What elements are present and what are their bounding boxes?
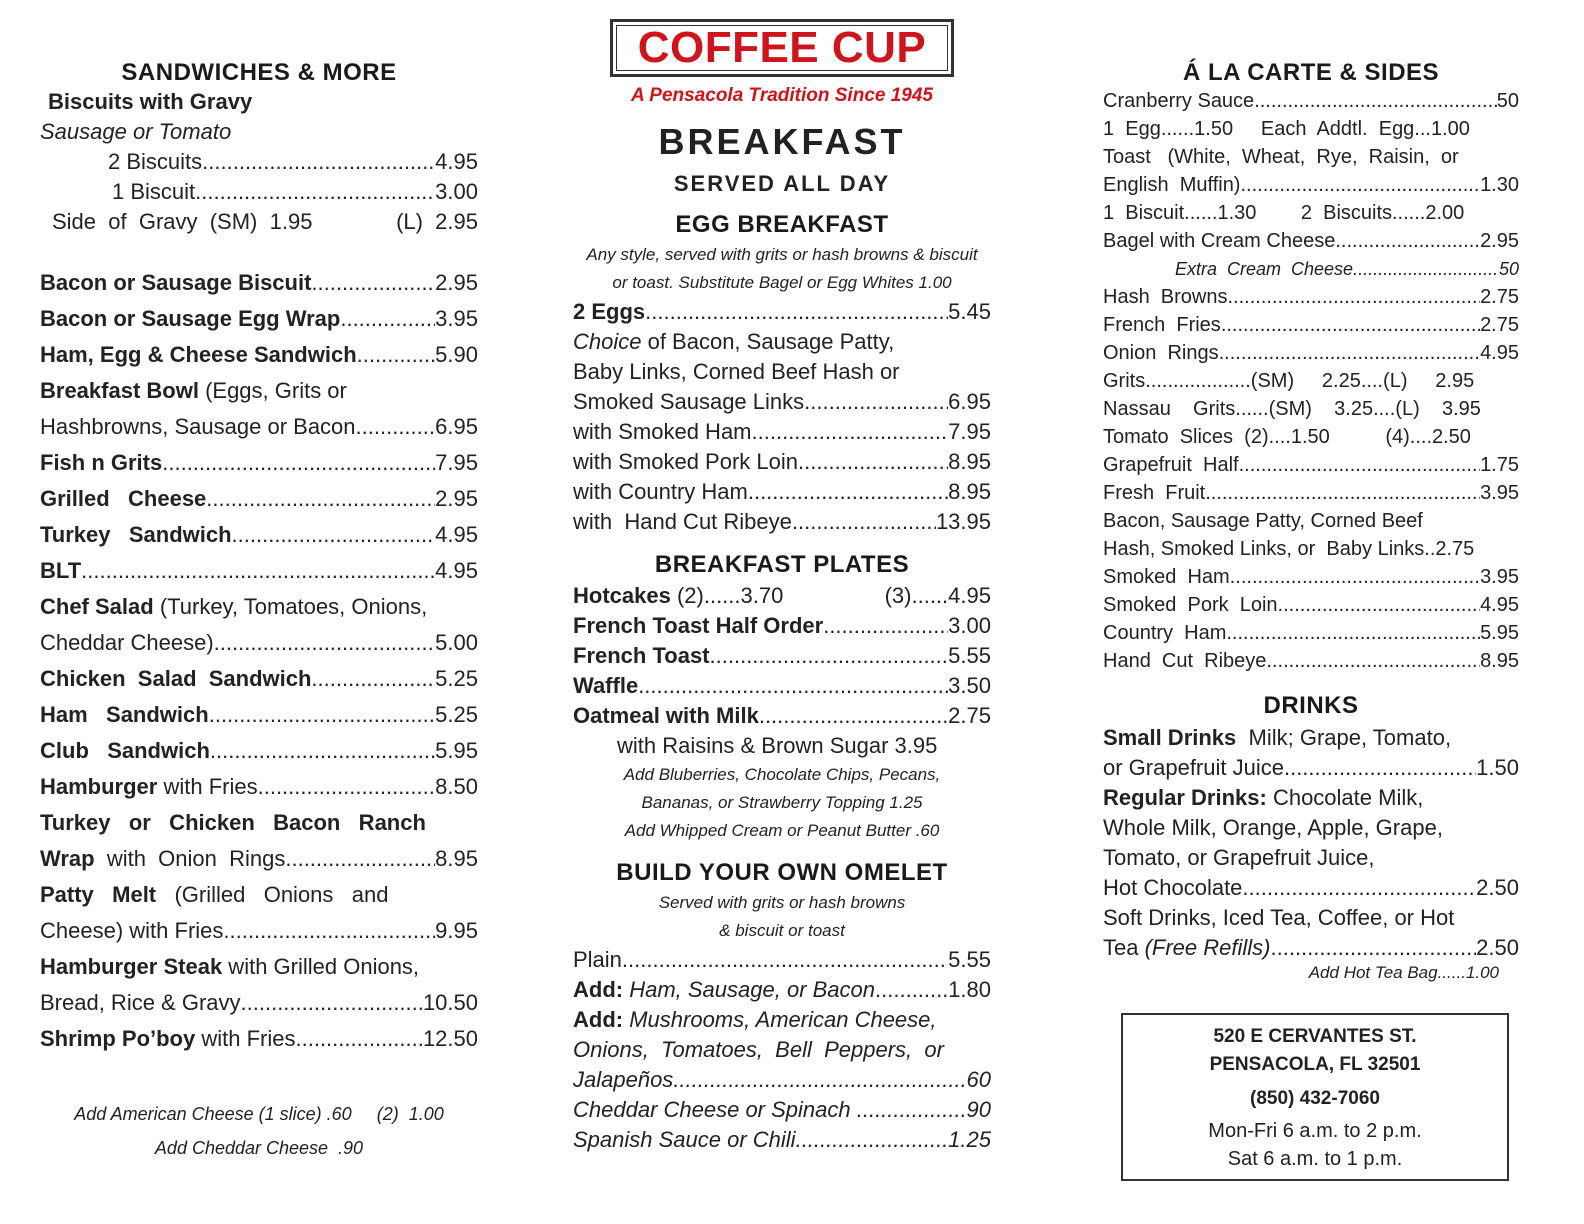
menu-line: Smoked Pork Loin ..... 4.95 xyxy=(1103,591,1519,619)
menu-line: Spanish Sauce or Chili ..... 1.25 xyxy=(573,1125,991,1155)
menu-line: Country Ham ..... 5.95 xyxy=(1103,619,1519,647)
breakfast-column xyxy=(573,0,991,1155)
drinks-heading: DRINKS xyxy=(1263,692,1359,719)
egg-line: 1 Egg......1.50 Each Addtl. Egg...1.00 xyxy=(1103,118,1470,140)
biscuit-line: 1 Biscuit......1.30 2 Biscuits......2.00 xyxy=(1103,202,1465,224)
hamburger-steak: Hamburger Steak with Grilled Onions, xyxy=(40,954,420,979)
breakfast-plates-heading: BREAKFAST PLATES xyxy=(654,551,910,578)
nassau-line: Nassau Grits......(SM) 3.25....(L) 3.95 xyxy=(1103,398,1481,420)
bacon-line: Hash, Smoked Links, or Baby Links..2.75 xyxy=(1103,538,1475,560)
menu-line: Smoked Sausage Links ..... 6.95 xyxy=(573,387,991,417)
chef-salad: Chef Salad (Turkey, Tomatoes, Onions, xyxy=(40,594,428,619)
plate-note: Add Bluberries, Chocolate Chips, Pecans, xyxy=(623,765,941,784)
tagline: A Pensacola Tradition Since 1945 xyxy=(630,85,933,106)
menu-line: Chicken Salad Sandwich ..... 5.25 xyxy=(40,661,478,697)
menu-line: Hot Chocolate ..... 2.50 xyxy=(1103,873,1519,903)
menu-line: Bread, Rice & Gravy ..... 10.50 xyxy=(40,985,478,1021)
menu-line: Hand Cut Ribeye ..... 8.95 xyxy=(1103,647,1519,675)
menu-line: Hashbrowns, Sausage or Bacon ..... 6.95 xyxy=(40,409,478,445)
menu-line: Onion Rings ..... 4.95 xyxy=(1103,339,1519,367)
plate-note: Bananas, or Strawberry Topping 1.25 xyxy=(641,793,923,812)
omelet-note: & biscuit or toast xyxy=(719,921,845,940)
biscuits-gravy-name: Biscuits with Gravy xyxy=(48,89,253,114)
menu-line: English Muffin) ..... 1.30 xyxy=(1103,171,1519,199)
menu-line: Club Sandwich ..... 5.95 xyxy=(40,733,478,769)
city-address: PENSACOLA, FL 32501 xyxy=(1209,1054,1421,1075)
omelet-note: Served with grits or hash browns xyxy=(658,893,906,912)
menu-line: Jalapeños ..... 60 xyxy=(573,1065,991,1095)
menu-line: Cranberry Sauce ..... 50 xyxy=(1103,87,1519,115)
menu-line: French Toast ..... 5.55 xyxy=(573,641,991,671)
menu-line: 1 Biscuit ..... 3.00 xyxy=(40,177,478,207)
menu-line: with Smoked Pork Loin ..... 8.95 xyxy=(573,447,991,477)
cheese-addon: Add American Cheese (1 slice) .60 (2) 1.00 xyxy=(74,1104,444,1124)
oatmeal-raisins: with Raisins & Brown Sugar 3.95 xyxy=(617,733,938,758)
sides-column xyxy=(1103,0,1519,1181)
biscuits-gravy-sub: Sausage or Tomato xyxy=(40,119,232,144)
hours-weekday: Mon-Fri 6 a.m. to 2 p.m. xyxy=(1208,1120,1422,1142)
hot-tea-addon: Add Hot Tea Bag......1.00 xyxy=(1308,963,1499,982)
menu-line: Turkey Sandwich ..... 4.95 xyxy=(40,517,478,553)
hours-saturday: Sat 6 a.m. to 1 p.m. xyxy=(1227,1148,1403,1170)
egg-choice: Baby Links, Corned Beef Hash or xyxy=(573,359,900,384)
sandwiches-heading: SANDWICHES & MORE xyxy=(121,59,397,86)
address-box xyxy=(1121,1013,1509,1181)
toast-line: Toast (White, Wheat, Rye, Raisin, or xyxy=(1103,146,1459,168)
menu-line: Cheddar Cheese or Spinach ..... 90 xyxy=(573,1095,991,1125)
logo-text: COFFEE CUP xyxy=(616,25,948,71)
breakfast-title: BREAKFAST xyxy=(658,121,906,162)
plate-note: Add Whipped Cream or Peanut Butter .60 xyxy=(624,821,940,840)
menu-line: Grilled Cheese ..... 2.95 xyxy=(40,481,478,517)
patty-melt: Patty Melt (Grilled Onions and xyxy=(40,882,389,907)
sandwiches-column xyxy=(40,0,478,1165)
menu-line: Cheese) with Fries ..... 9.95 xyxy=(40,913,478,949)
menu-line: Fresh Fruit ..... 3.95 xyxy=(1103,479,1519,507)
egg-choice: Choice of Bacon, Sausage Patty, xyxy=(573,329,895,354)
omelet-heading: BUILD YOUR OWN OMELET xyxy=(616,859,948,886)
menu-line: Ham, Egg & Cheese Sandwich ..... 5.90 xyxy=(40,337,478,373)
menu-line: Hamburger with Fries ..... 8.50 xyxy=(40,769,478,805)
cheddar-addon: Add Cheddar Cheese .90 xyxy=(154,1138,364,1158)
menu-line: or Grapefruit Juice ..... 1.50 xyxy=(1103,753,1519,783)
served-all-day: SERVED ALL DAY xyxy=(673,171,891,196)
menu-line: Ham Sandwich ..... 5.25 xyxy=(40,697,478,733)
ala-carte-heading: Á LA CARTE & SIDES xyxy=(1182,59,1440,86)
menu-line: Hash Browns ..... 2.75 xyxy=(1103,283,1519,311)
small-drinks: Small Drinks Milk; Grape, Tomato, xyxy=(1103,725,1452,750)
menu-line: Bacon or Sausage Egg Wrap ..... 3.95 xyxy=(40,301,478,337)
menu-line: Fish n Grits ..... 7.95 xyxy=(40,445,478,481)
shrimp-poboy: Shrimp Po’boy with Fries ..... 12.50 xyxy=(40,1021,478,1057)
menu-line: 2 Biscuits ..... 4.95 xyxy=(40,147,478,177)
omelet-addons: Onions, Tomatoes, Bell Peppers, or xyxy=(573,1037,944,1062)
menu-line: 2 Eggs ..... 5.45 xyxy=(573,297,991,327)
phone-number: (850) 432-7060 xyxy=(1250,1088,1380,1109)
egg-note: Any style, served with grits or hash browns & biscuit xyxy=(586,245,978,264)
ranch-wrap: Turkey or Chicken Bacon Ranch xyxy=(40,810,426,835)
grits-line: Grits...................(SM) 2.25....(L) 2.95 xyxy=(1103,370,1475,392)
menu-line: Bagel with Cream Cheese ..... 2.95 xyxy=(1103,227,1519,255)
breakfast-bowl: Breakfast Bowl (Eggs, Grits or xyxy=(40,378,347,403)
menu-line: with Smoked Ham ..... 7.95 xyxy=(573,417,991,447)
street-address: 520 E CERVANTES ST. xyxy=(1213,1026,1417,1047)
menu-line: Waffle ..... 3.50 xyxy=(573,671,991,701)
menu-line: French Fries ..... 2.75 xyxy=(1103,311,1519,339)
menu-line: Extra Cream Cheese ..... 50 xyxy=(1103,255,1519,283)
regular-drinks: Regular Drinks: Chocolate Milk, xyxy=(1103,785,1424,810)
menu-line: Smoked Ham ..... 3.95 xyxy=(1103,563,1519,591)
menu-line: Oatmeal with Milk ..... 2.75 xyxy=(573,701,991,731)
soft-drinks: Soft Drinks, Iced Tea, Coffee, or Hot xyxy=(1103,905,1455,930)
hotcakes: Hotcakes (2)......3.70 (3)......4.95 xyxy=(573,583,991,608)
regular-drinks: Tomato, or Grapefruit Juice, xyxy=(1103,845,1375,870)
menu-line: Plain ..... 5.55 xyxy=(573,945,991,975)
menu-line: Grapefruit Half ..... 1.75 xyxy=(1103,451,1519,479)
menu-line: French Toast Half Order ..... 3.00 xyxy=(573,611,991,641)
coffee-cup-logo xyxy=(610,19,954,77)
menu-line: Bacon or Sausage Biscuit ..... 2.95 xyxy=(40,265,478,301)
menu-line: Add: Ham, Sausage, or Bacon ..... 1.80 xyxy=(573,975,991,1005)
menu-line: Tea (Free Refills) ..... 2.50 xyxy=(1103,933,1519,963)
egg-breakfast-heading: EGG BREAKFAST xyxy=(675,211,889,238)
menu-line: Wrap with Onion Rings ..... 8.95 xyxy=(40,841,478,877)
menu-line: BLT ..... 4.95 xyxy=(40,553,478,589)
menu-line: Side of Gravy (SM) 1.95 (L) 2.95 xyxy=(52,209,478,234)
menu-line: with Hand Cut Ribeye ..... 13.95 xyxy=(573,507,991,537)
regular-drinks: Whole Milk, Orange, Apple, Grape, xyxy=(1103,815,1443,840)
menu-line: Cheddar Cheese) ..... 5.00 xyxy=(40,625,478,661)
tomato-line: Tomato Slices (2)....1.50 (4)....2.50 xyxy=(1103,426,1471,448)
omelet-addons: Add: Mushrooms, American Cheese, xyxy=(573,1007,937,1032)
egg-note: or toast. Substitute Bagel or Egg Whites 1.00 xyxy=(612,273,952,292)
bacon-line: Bacon, Sausage Patty, Corned Beef xyxy=(1103,510,1423,532)
menu-line: with Country Ham ..... 8.95 xyxy=(573,477,991,507)
